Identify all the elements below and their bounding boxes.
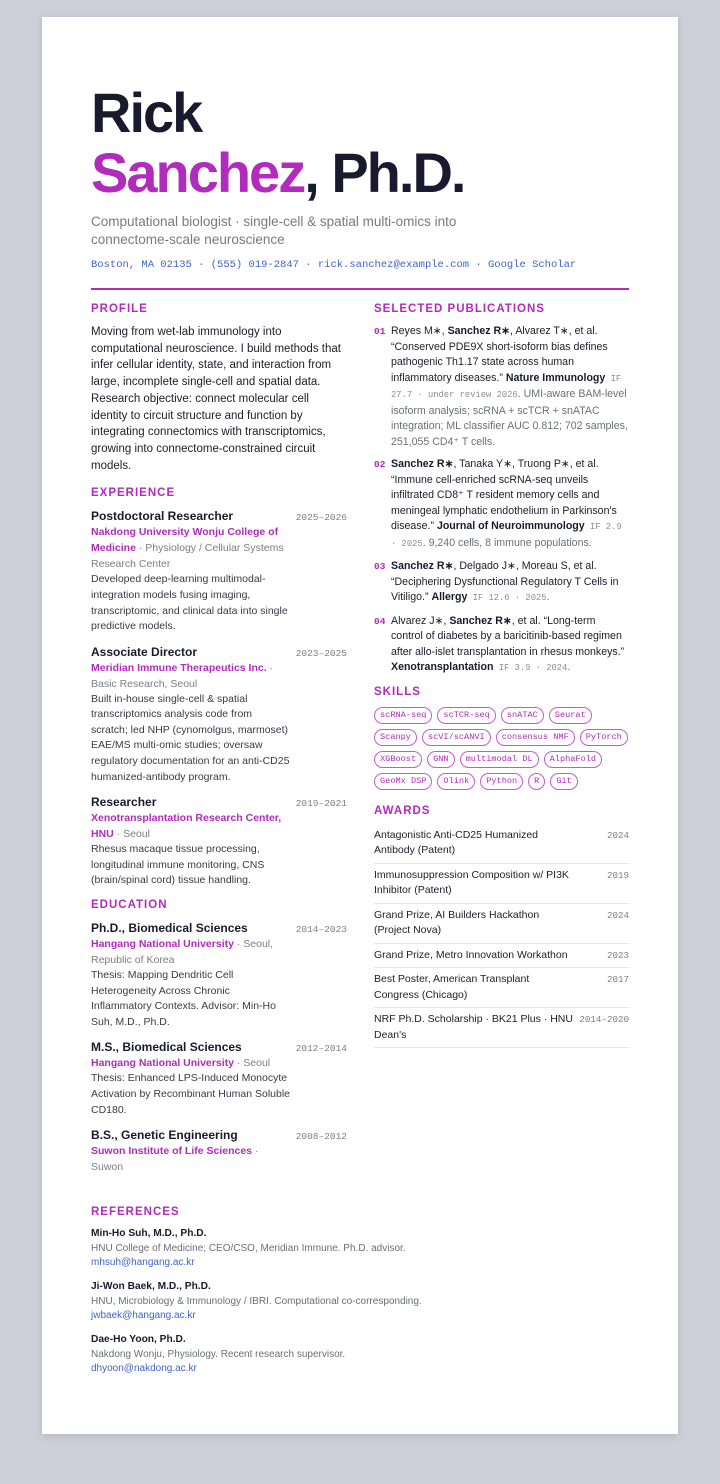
authors-before: Reyes M∗, (391, 325, 448, 337)
reference-description: HNU, Microbiology & Immunology / IBRI. Computational co-corresponding. (91, 1296, 422, 1307)
experience-entry (91, 644, 347, 786)
reference-item (91, 1333, 629, 1376)
degree-title: Ph.D., Biomedical Sciences (91, 921, 248, 936)
skill-chip: multimodal DL (460, 751, 539, 768)
experience-list (91, 508, 347, 889)
entry-header (91, 1127, 347, 1143)
skill-chip: GeoMx DSP (374, 773, 432, 790)
headline: Computational biologist · single-cell & spatial multi-omics into connectome-scale neuroscience (91, 214, 457, 247)
award-name: Best Poster, American Transplant Congress (Chicago) (374, 973, 530, 1001)
skill-chip: Scanpy (374, 729, 417, 746)
skill-chip: snATAC (501, 707, 544, 724)
reference-description: Nakdong Wonju, Physiology. Recent research supervisor. (91, 1349, 346, 1360)
author-highlight: Sanchez R∗ (449, 614, 512, 627)
award-year: 2019 (606, 869, 629, 881)
awards-heading: AWARDS (374, 804, 431, 817)
job-organization (91, 660, 286, 692)
impact-factor: IF 12.6 · 2025 (467, 593, 547, 603)
degree-title: M.S., Biomedical Sciences (91, 1040, 242, 1055)
skill-chip: Python (480, 773, 523, 790)
award-year: 2024 (606, 909, 629, 921)
entry-header (91, 644, 347, 660)
entry-header (91, 508, 347, 524)
references-heading: REFERENCES (91, 1206, 180, 1218)
reference-email-link[interactable]: mhsuh@hangang.ac.kr (91, 1257, 195, 1268)
degree-dates: 2008–2012 (295, 1131, 347, 1143)
education-list (91, 920, 347, 1175)
award-year: 2014–2020 (579, 1014, 629, 1025)
award-year: 2023 (606, 949, 629, 961)
job-description: Rhesus macaque tissue processing, longitudinal immune monitoring, CNS (brain/spinal cord) tissue handling. (91, 843, 265, 887)
job-organization (91, 810, 286, 842)
awards-list (374, 826, 629, 1049)
reference-name: Min-Ho Suh, M.D., Ph.D. (91, 1228, 207, 1239)
contact-line[interactable]: Boston, MA 02135 · (555) 019-2847 · rick.sanchez@example.com · Google Scholar (91, 259, 577, 271)
award-item (374, 946, 629, 969)
job-description: Developed deep-learning multimodal-integration models fusing imaging, transcriptomic, and clinical data into single predictive models. (91, 573, 288, 633)
reference-email-link[interactable]: jwbaek@hangang.ac.kr (91, 1310, 196, 1321)
resume-name (91, 83, 464, 203)
skill-chip: scVI/scANVI (422, 729, 491, 746)
left-column (91, 302, 347, 1184)
publication-citation (391, 324, 629, 450)
citation-title: , Alvarez T∗, et al. “Conserved PDE9X short-isoform bias defines pathogenic Th1.17 state across human inflammatory diseases.” (391, 325, 608, 384)
authors-before: Alvarez J∗, (391, 614, 450, 627)
publication-note: . (546, 591, 550, 603)
publication-item (374, 559, 629, 607)
education-heading: EDUCATION (91, 899, 168, 912)
skill-chip: Seurat (549, 707, 592, 724)
header-divider (91, 288, 629, 290)
publication-note: . 9,240 cells, 8 immune populations. (422, 536, 592, 549)
award-item (374, 970, 629, 1008)
degree-dates: 2012–2014 (295, 1043, 347, 1055)
skills-list (374, 707, 629, 790)
impact-factor: IF 2.9 · 2025 (391, 522, 622, 549)
school-name: Hangang National University (91, 1057, 234, 1070)
journal-name: Allergy (431, 591, 468, 603)
skill-chip: XGBoost (374, 751, 422, 768)
job-title: Researcher (91, 795, 157, 810)
school (91, 1143, 286, 1175)
employer-department: · Seoul (113, 828, 150, 841)
job-title: Associate Director (91, 644, 198, 659)
publication-number: 01 (374, 326, 386, 337)
skill-chip: scTCR-seq (437, 707, 495, 724)
entry-header (91, 1039, 347, 1055)
award-item (374, 906, 629, 944)
author-highlight: Sanchez R∗ (447, 325, 511, 337)
job-title: Postdoctoral Researcher (91, 509, 234, 524)
publication-citation (391, 614, 629, 677)
education-entry (91, 1127, 347, 1175)
thesis-description: Thesis: Mapping Dendritic Cell Heterogeneity Across Chronic Inflammatory Contexts. Advisor: Min-Ho Suh, M.D., Ph.D. (91, 969, 276, 1028)
publication-item (374, 614, 629, 677)
experience-entry (91, 794, 347, 889)
skills-heading: SKILLS (374, 685, 421, 698)
publication-item (374, 457, 629, 552)
author-highlight: Sanchez R∗ (391, 560, 454, 572)
award-name: Antagonistic Anti-CD25 Humanized Antibody (Patent) (374, 828, 539, 856)
degree-title: B.S., Genetic Engineering (91, 1128, 238, 1143)
school (91, 936, 286, 968)
award-name: Grand Prize, Metro Innovation Workathon (374, 948, 568, 961)
profile-heading: PROFILE (91, 303, 148, 315)
award-year: 2017 (606, 974, 629, 985)
author-highlight: Sanchez R∗ (391, 458, 454, 470)
award-year: 2024 (606, 829, 629, 841)
first-name: Rick (91, 81, 202, 144)
employer-name: Meridian Immune Therapeutics Inc. (91, 661, 267, 674)
journal-name: Nature Immunology (505, 371, 606, 384)
award-name: Grand Prize, AI Builders Hackathon (Project Nova) (374, 908, 540, 936)
skill-chip: AlphaFold (544, 751, 602, 768)
job-dates: 2019–2021 (295, 798, 347, 810)
publication-citation (391, 457, 629, 552)
employer-name: Xenotransplantation Research Center, HNU (91, 812, 282, 841)
education-entry (91, 1039, 347, 1118)
citation-title: , Delgado J∗, Moreau S, et al. “Deciphering Dysfunctional Regulatory T Cells in Vitiligo.” (391, 560, 619, 603)
publication-note: . UMI-aware BAM-level isoform analysis; scRNA + scTCR + snATAC integration; ML classifier AUC 0.812; 702 samples, 251,055 CD4⁺ T cells. (391, 388, 628, 448)
award-name: Immunosuppression Composition w/ PI3K Inhibitor (Patent) (374, 868, 569, 896)
skill-chip: scRNA-seq (374, 707, 432, 724)
reference-item (91, 1227, 629, 1270)
school-name: Hangang National University (91, 938, 234, 951)
employer-name: Nakdong University Wonju College of Medicine (91, 526, 279, 555)
school-location: · Seoul, Republic of Korea (91, 938, 274, 967)
skill-chip: PyTorch (580, 729, 628, 746)
experience-entry (91, 508, 347, 634)
name-suffix: , Ph.D. (304, 141, 465, 204)
publication-number: 03 (374, 561, 386, 572)
award-item (374, 1010, 629, 1048)
publication-citation (391, 559, 629, 607)
journal-name: Journal of Neuroimmunology (436, 520, 585, 532)
school-name: Suwon Institute of Life Sciences (91, 1145, 253, 1158)
journal-name: Xenotransplantation (391, 661, 494, 673)
profile-text: Moving from wet-lab immunology into computational neuroscience. I build methods that infer cellular identity, state, and interaction from large, incomplete single-cell and spatial data. Research objective: connect molecular cell identity to circuit structure and function by integrating connectomics with transcriptomics, growing into connectome-constrained circuit models. (91, 326, 341, 472)
references-list (91, 1227, 629, 1376)
skill-chip: consensus NMF (496, 729, 575, 746)
school-location: · Suwon (91, 1145, 259, 1174)
reference-item (91, 1280, 629, 1323)
skill-chip: Olink (437, 773, 475, 790)
references-section (91, 1205, 629, 1386)
publication-note: . (567, 661, 571, 673)
impact-factor: IF 27.7 · under review 2026 (391, 373, 622, 400)
publications-heading: SELECTED PUBLICATIONS (374, 303, 545, 315)
impact-factor: IF 3.9 · 2024 (493, 663, 568, 673)
employer-department: · Basic Research, Seoul (91, 661, 274, 690)
experience-heading: EXPERIENCE (91, 487, 176, 500)
award-item (374, 826, 629, 864)
school (91, 1055, 286, 1071)
skill-chip: GNN (427, 751, 454, 768)
reference-name: Dae-Ho Yoon, Ph.D. (91, 1334, 186, 1345)
job-organization (91, 524, 286, 572)
thesis-description: Thesis: Enhanced LPS-Induced Monocyte Activation by Recombinant Human Soluble CD180. (91, 1072, 291, 1116)
citation-title: , et al. “Long-term control of diabetes by a baricitinib-based regimen after allo-islet transplantation in rhesus monkeys.” (391, 614, 625, 658)
publication-item (374, 324, 629, 450)
resume-page (42, 17, 678, 1434)
publication-list (374, 324, 629, 677)
school-location: · Seoul (233, 1057, 271, 1070)
publication-number: 02 (374, 459, 386, 470)
education-entry (91, 920, 347, 1030)
citation-title: , Tanaka Y∗, Truong P∗, et al. “Immune cell-enriched scRNA-seq unveils infiltrated CD8⁺ T resident memory cells and meningeal lymphatic endothelium in Parkinson's disease.” (391, 458, 617, 532)
skill-chip: R (528, 773, 545, 790)
entry-header (91, 794, 347, 810)
right-column (374, 302, 629, 1050)
reference-description: HNU College of Medicine; CEO/CSO, Meridian Immune. Ph.D. advisor. (91, 1243, 406, 1254)
skill-chip: Git (550, 773, 577, 790)
award-item (374, 866, 629, 904)
reference-email-link[interactable]: dhyoon@nakdong.ac.kr (91, 1363, 197, 1374)
reference-name: Ji-Won Baek, M.D., Ph.D. (91, 1281, 211, 1292)
job-dates: 2025–2026 (295, 512, 347, 524)
employer-department: · Physiology / Cellular Systems Research Center (91, 542, 284, 571)
publication-number: 04 (374, 615, 386, 627)
job-description: Built in-house single-cell & spatial transcriptomics analysis code from scratch; led NHP (cynomolgus, marmoset) EAE/MS multi-omic studies; oversaw regulatory documentation for an anti-CD25 humanized-antibody program. (91, 692, 290, 783)
degree-dates: 2014–2023 (295, 924, 347, 936)
job-dates: 2023–2025 (295, 647, 347, 659)
last-name: Sanchez (91, 141, 305, 204)
entry-header (91, 920, 347, 936)
award-name: NRF Ph.D. Scholarship · BK21 Plus · HNU Dean's (374, 1013, 573, 1041)
